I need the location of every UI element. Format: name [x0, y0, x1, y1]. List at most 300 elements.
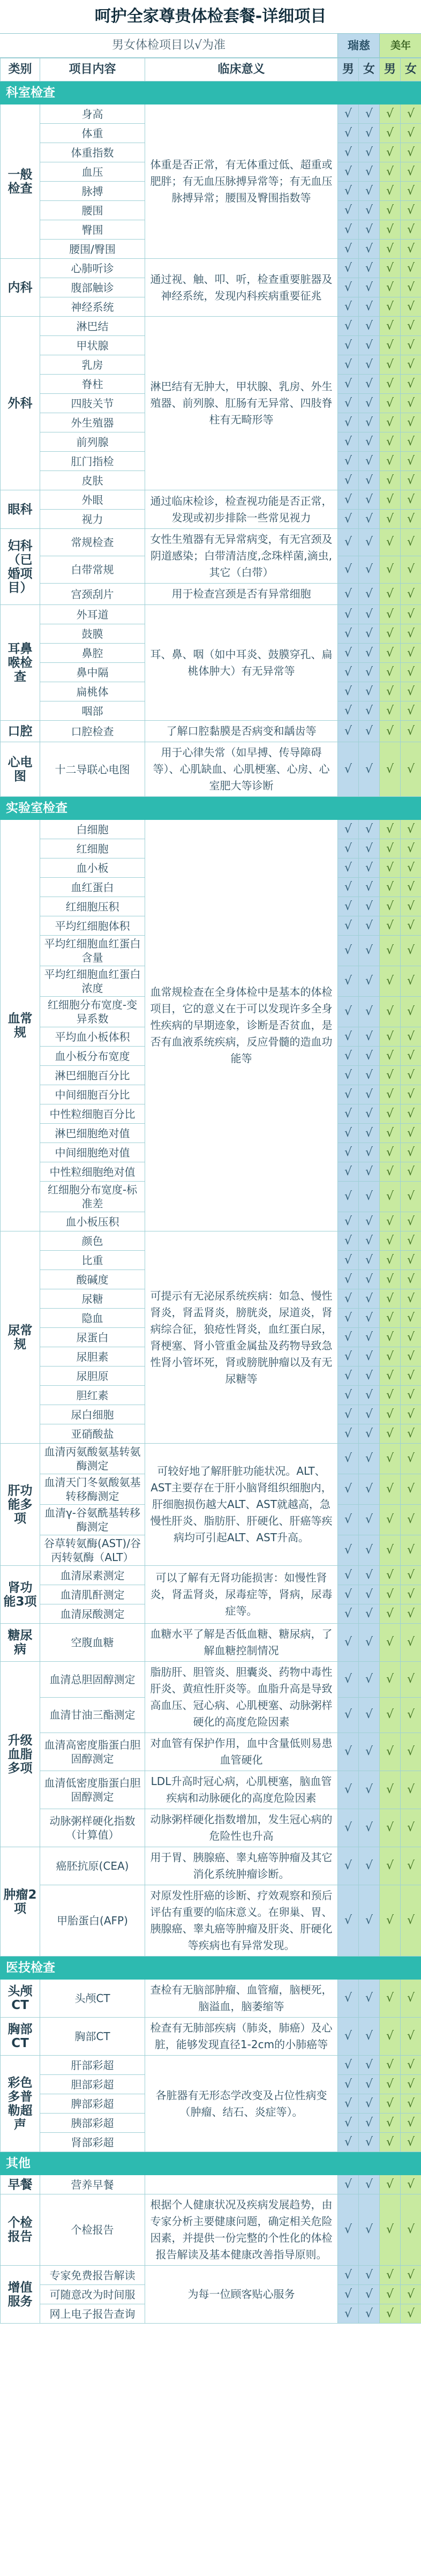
check-mark: √ [401, 1270, 421, 1289]
check-mark: √ [401, 2094, 421, 2114]
table-row [1, 1566, 421, 1585]
section-title: 实验室检查 [1, 797, 421, 820]
check-mark: √ [401, 1212, 421, 1231]
meaning-cell [145, 2175, 338, 2194]
header-category: 类别 [1, 58, 40, 81]
check-mark: √ [401, 259, 421, 278]
check-mark: √ [401, 605, 421, 624]
check-mark: √ [359, 297, 380, 317]
item-cell: 专家免费报告解读 [40, 2266, 145, 2285]
meaning-cell: 根据个人健康状况及疾病发展趋势，由专家分析主要健康问题，确定相关危险因素，并提供一份完整的个性化的体检报告解读及基本健康改善指导原则。 [145, 2194, 338, 2266]
check-mark: √ [359, 278, 380, 297]
item-cell: 乳房 [40, 355, 145, 375]
check-mark: √ [359, 624, 380, 644]
check-mark: √ [359, 1143, 380, 1162]
check-mark: √ [338, 820, 359, 839]
item-cell: 淋巴细胞绝对值 [40, 1124, 145, 1143]
check-mark: √ [338, 624, 359, 644]
item-cell: 可随意改为时间服 [40, 2285, 145, 2304]
check-mark: √ [380, 375, 401, 394]
check-mark: √ [338, 1143, 359, 1162]
check-mark: √ [338, 839, 359, 858]
check-mark: √ [338, 1162, 359, 1182]
check-mark: √ [380, 820, 401, 839]
section-row [1, 797, 421, 820]
meaning-cell: 了解口腔黏膜是否病变和龋齿等 [145, 721, 338, 742]
check-mark: √ [338, 1809, 359, 1847]
category-cell: 胸部CT [1, 2018, 40, 2056]
meaning-cell: LDL升高时冠心病，心肌梗塞，脑血管疾病和动脉硬化的高度危险因素 [145, 1771, 338, 1809]
item-cell: 红细胞分布宽度-标准差 [40, 1182, 145, 1212]
meaning-cell: 对血管有保护作用，血中含量低则易患血管硬化 [145, 1733, 338, 1771]
check-mark: √ [359, 916, 380, 936]
check-mark: √ [338, 1424, 359, 1444]
item-cell: 中间细胞绝对值 [40, 1143, 145, 1162]
check-mark: √ [401, 663, 421, 682]
check-mark: √ [380, 916, 401, 936]
item-cell: 血清甘油三酯测定 [40, 1697, 145, 1733]
item-cell: 血清天门冬氨酸氨基转移酶测定 [40, 1474, 145, 1505]
check-mark: √ [401, 624, 421, 644]
check-mark: √ [359, 1405, 380, 1424]
check-mark: √ [401, 1047, 421, 1066]
check-mark: √ [401, 104, 421, 124]
check-mark: √ [359, 1733, 380, 1771]
check-mark: √ [338, 2056, 359, 2075]
check-mark: √ [338, 2175, 359, 2194]
table-row [1, 742, 421, 797]
table-row [1, 1662, 421, 1698]
check-mark: √ [359, 897, 380, 916]
check-mark: √ [380, 143, 401, 162]
check-mark: √ [380, 336, 401, 355]
table-row [1, 1809, 421, 1847]
check-mark: √ [338, 1066, 359, 1085]
item-cell: 胆部彩超 [40, 2075, 145, 2094]
item-cell: 神经系统 [40, 297, 145, 317]
check-mark: √ [401, 1624, 421, 1662]
item-cell: 体重指数 [40, 143, 145, 162]
check-mark: √ [380, 663, 401, 682]
check-mark: √ [380, 721, 401, 742]
package-1-label: 瑞慈 [337, 34, 380, 57]
check-mark: √ [380, 2018, 401, 2056]
table-row [1, 820, 421, 839]
item-cell: 血清尿素测定 [40, 1566, 145, 1585]
header-male-1: 男 [338, 58, 359, 81]
check-mark: √ [338, 452, 359, 471]
check-mark: √ [380, 1624, 401, 1662]
meaning-cell: 检查有无肺部疾病（肺炎，肺癌）及心脏，能够发现直径1-2cm的小肺癌等 [145, 2018, 338, 2056]
check-mark: √ [401, 1771, 421, 1809]
item-cell: 血清高密度脂蛋白胆固醇测定 [40, 1733, 145, 1771]
check-mark: √ [401, 1104, 421, 1124]
category-cell: 糖尿病 [1, 1624, 40, 1662]
item-cell: 视力 [40, 510, 145, 529]
item-cell: 红细胞 [40, 839, 145, 858]
category-cell: 肝功能多项 [1, 1444, 40, 1566]
check-mark: √ [380, 1662, 401, 1698]
check-mark: √ [359, 2018, 380, 2056]
check-mark: √ [338, 858, 359, 878]
check-mark: √ [338, 701, 359, 721]
check-mark: √ [401, 201, 421, 220]
check-mark: √ [401, 1424, 421, 1444]
check-mark: √ [380, 1289, 401, 1309]
check-mark: √ [401, 682, 421, 701]
check-mark: √ [359, 452, 380, 471]
check-mark: √ [338, 1270, 359, 1289]
check-mark: √ [359, 644, 380, 663]
check-mark: √ [401, 432, 421, 452]
item-cell: 酸碱度 [40, 1270, 145, 1289]
item-cell: 中性粒细胞百分比 [40, 1104, 145, 1124]
check-mark: √ [338, 1697, 359, 1733]
check-mark: √ [338, 1847, 359, 1885]
table-row [1, 1231, 421, 1251]
check-mark: √ [359, 721, 380, 742]
check-mark: √ [380, 1885, 401, 1957]
item-cell: 血小板压积 [40, 1212, 145, 1231]
table-row [1, 584, 421, 605]
check-mark: √ [401, 1162, 421, 1182]
check-mark: √ [359, 663, 380, 682]
check-mark: √ [338, 721, 359, 742]
check-mark: √ [338, 997, 359, 1027]
check-mark: √ [359, 2285, 380, 2304]
check-mark: √ [401, 510, 421, 529]
check-mark: √ [401, 742, 421, 797]
check-mark: √ [401, 997, 421, 1027]
item-cell: 谷草转氨酶(AST)/谷丙转氨酶（ALT） [40, 1535, 145, 1566]
item-cell: 臀围 [40, 220, 145, 240]
check-mark: √ [401, 820, 421, 839]
check-mark: √ [359, 1347, 380, 1367]
check-mark: √ [401, 2018, 421, 2056]
item-cell: 脉搏 [40, 182, 145, 201]
check-mark: √ [359, 182, 380, 201]
check-mark: √ [401, 1604, 421, 1624]
check-mark: √ [359, 2304, 380, 2324]
check-mark: √ [338, 1309, 359, 1328]
check-mark: √ [380, 2075, 401, 2094]
table-row [1, 605, 421, 624]
check-mark: √ [359, 584, 380, 605]
check-mark: √ [401, 878, 421, 897]
section-row [1, 81, 421, 104]
check-mark: √ [338, 2133, 359, 2152]
check-mark: √ [380, 1980, 401, 2018]
check-mark: √ [359, 355, 380, 375]
item-cell: 动脉粥样硬化指数（计算值） [40, 1809, 145, 1847]
item-cell: 淋巴细胞百分比 [40, 1066, 145, 1085]
check-mark: √ [338, 162, 359, 182]
check-mark: √ [380, 1347, 401, 1367]
check-mark: √ [380, 1405, 401, 1424]
check-mark: √ [401, 966, 421, 997]
check-mark: √ [401, 584, 421, 605]
check-mark: √ [401, 1662, 421, 1698]
check-mark: √ [338, 413, 359, 432]
check-mark: √ [380, 1251, 401, 1270]
check-mark: √ [338, 916, 359, 936]
check-mark: √ [338, 1771, 359, 1809]
check-mark: √ [380, 966, 401, 997]
check-mark: √ [401, 490, 421, 510]
check-mark: √ [338, 644, 359, 663]
table-row [1, 1733, 421, 1771]
table-row [1, 2018, 421, 2056]
check-mark: √ [359, 162, 380, 182]
category-cell: 肾功能3项 [1, 1566, 40, 1624]
table-row [1, 721, 421, 742]
check-mark: √ [380, 1309, 401, 1328]
check-mark: √ [338, 182, 359, 201]
item-cell: 癌胚抗原(CEA) [40, 1847, 145, 1885]
meaning-cell: 淋巴结有无肿大，甲状腺、乳房、外生殖器、前列腺、肛肠有无异常、四肢脊柱有无畸形等 [145, 317, 338, 490]
check-mark: √ [401, 529, 421, 556]
item-cell: 胆红素 [40, 1386, 145, 1405]
check-mark: √ [338, 1624, 359, 1662]
check-mark: √ [359, 1885, 380, 1957]
check-mark: √ [359, 1231, 380, 1251]
check-mark: √ [338, 966, 359, 997]
check-mark: √ [338, 1386, 359, 1405]
item-cell: 血清γ-谷氨酰基转移酶测定 [40, 1505, 145, 1535]
check-mark: √ [380, 2114, 401, 2133]
check-mark: √ [338, 682, 359, 701]
check-mark: √ [380, 858, 401, 878]
check-mark: √ [359, 2194, 380, 2266]
check-mark: √ [401, 124, 421, 143]
check-mark: √ [401, 394, 421, 413]
section-title: 医技检查 [1, 1957, 421, 1980]
check-mark: √ [359, 1980, 380, 2018]
check-mark: √ [401, 1143, 421, 1162]
item-cell: 中性粒细胞绝对值 [40, 1162, 145, 1182]
check-mark: √ [359, 2266, 380, 2285]
meaning-cell: 脂肪肝、胆管炎、胆囊炎、药物中毒性肝炎、黄疸性肝炎等。血脂升高是导致高血压、冠心病、心肌梗塞、动脉粥样硬化的高度危险因素 [145, 1662, 338, 1733]
item-cell: 尿白细胞 [40, 1405, 145, 1424]
check-mark: √ [380, 839, 401, 858]
check-mark: √ [380, 2175, 401, 2194]
check-mark: √ [401, 1847, 421, 1885]
item-cell: 肝部彩超 [40, 2056, 145, 2075]
check-mark: √ [401, 1231, 421, 1251]
check-mark: √ [338, 336, 359, 355]
table-row [1, 1980, 421, 2018]
check-mark: √ [401, 2266, 421, 2285]
item-cell: 胰部彩超 [40, 2114, 145, 2133]
note-text: 男女体检项目以√为准 [111, 39, 226, 52]
check-mark: √ [359, 2133, 380, 2152]
check-mark: √ [338, 1027, 359, 1047]
check-mark: √ [401, 1309, 421, 1328]
check-mark: √ [359, 1066, 380, 1085]
check-mark: √ [380, 1771, 401, 1809]
item-cell: 口腔检查 [40, 721, 145, 742]
meaning-cell: 体重是否正常，有无体重过低、超重或肥胖；有无血压脉搏异常等；有无血压脉搏异常；腰围及臀围指数等 [145, 104, 338, 259]
check-mark: √ [338, 1047, 359, 1066]
check-mark: √ [401, 375, 421, 394]
check-mark: √ [380, 605, 401, 624]
check-mark: √ [401, 355, 421, 375]
item-cell: 皮肤 [40, 471, 145, 490]
check-mark: √ [380, 317, 401, 336]
check-mark: √ [359, 201, 380, 220]
check-mark: √ [401, 839, 421, 858]
check-mark: √ [338, 394, 359, 413]
item-cell: 平均红细胞血红蛋白浓度 [40, 966, 145, 997]
check-mark: √ [359, 605, 380, 624]
check-mark: √ [338, 355, 359, 375]
category-cell: 血常规 [1, 820, 40, 1231]
meaning-cell: 各脏器有无形态学改变及占位性病变（肿瘤、结石、炎症等）。 [145, 2056, 338, 2152]
check-mark: √ [359, 510, 380, 529]
check-mark: √ [401, 1289, 421, 1309]
check-mark: √ [338, 1566, 359, 1585]
check-mark: √ [401, 2285, 421, 2304]
check-mark: √ [359, 858, 380, 878]
check-mark: √ [380, 471, 401, 490]
check-mark: √ [338, 2075, 359, 2094]
check-mark: √ [401, 1980, 421, 2018]
check-mark: √ [338, 936, 359, 966]
table-row [1, 1444, 421, 1474]
check-mark: √ [380, 1027, 401, 1047]
check-mark: √ [338, 1104, 359, 1124]
check-mark: √ [401, 317, 421, 336]
check-mark: √ [401, 1535, 421, 1566]
table-row [1, 1624, 421, 1662]
check-mark: √ [380, 104, 401, 124]
check-mark: √ [401, 1251, 421, 1270]
item-cell: 血小板 [40, 858, 145, 878]
check-mark: √ [359, 375, 380, 394]
check-mark: √ [401, 413, 421, 432]
category-cell: 升级血脂多项 [1, 1662, 40, 1847]
check-mark: √ [359, 701, 380, 721]
check-mark: √ [401, 2075, 421, 2094]
check-mark: √ [401, 2056, 421, 2075]
item-cell: 甲胎蛋白(AFP) [40, 1885, 145, 1957]
check-mark: √ [380, 1328, 401, 1347]
check-mark: √ [401, 1066, 421, 1085]
check-mark: √ [401, 2194, 421, 2266]
check-mark: √ [380, 644, 401, 663]
item-cell: 鼻中隔 [40, 663, 145, 682]
check-mark: √ [359, 1124, 380, 1143]
check-mark: √ [338, 1535, 359, 1566]
check-mark: √ [380, 278, 401, 297]
check-mark: √ [380, 124, 401, 143]
category-cell: 头颅CT [1, 1980, 40, 2018]
check-mark: √ [359, 1585, 380, 1604]
check-mark: √ [359, 1289, 380, 1309]
meaning-cell: 女性生殖器有无异常病变，有无宫颈及阴道感染；白带清洁度,念珠样菌,滴虫,其它（白带） [145, 529, 338, 584]
package-2-label: 美年 [379, 34, 421, 57]
check-mark: √ [338, 1251, 359, 1270]
check-mark: √ [338, 1662, 359, 1698]
item-cell: 血红蛋白 [40, 878, 145, 897]
check-mark: √ [359, 2175, 380, 2194]
table-row [1, 1771, 421, 1809]
check-mark: √ [359, 997, 380, 1027]
check-mark: √ [401, 2175, 421, 2194]
category-cell: 个检报告 [1, 2194, 40, 2266]
check-mark: √ [401, 1566, 421, 1585]
meaning-cell: 为每一位顾客贴心服务 [145, 2266, 338, 2324]
check-mark: √ [380, 355, 401, 375]
check-mark: √ [359, 143, 380, 162]
check-mark: √ [359, 1386, 380, 1405]
check-mark: √ [338, 1328, 359, 1347]
item-cell: 亚硝酸盐 [40, 1424, 145, 1444]
meaning-cell: 可以了解有无肾功能损害：如慢性肾炎，肾盂肾炎，尿毒症等，肾病，尿毒症等。 [145, 1566, 338, 1624]
check-mark: √ [338, 240, 359, 259]
check-mark: √ [338, 1585, 359, 1604]
check-mark: √ [380, 1270, 401, 1289]
check-mark: √ [401, 240, 421, 259]
check-mark: √ [359, 471, 380, 490]
header-item: 项目内容 [40, 58, 145, 81]
check-mark: √ [401, 1585, 421, 1604]
check-mark: √ [401, 2304, 421, 2324]
check-mark: √ [380, 1424, 401, 1444]
check-mark: √ [359, 556, 380, 584]
check-mark: √ [380, 2194, 401, 2266]
check-mark: √ [359, 1474, 380, 1505]
item-cell: 常规检查 [40, 529, 145, 556]
check-mark: √ [338, 471, 359, 490]
check-mark: √ [338, 2304, 359, 2324]
check-mark: √ [338, 2194, 359, 2266]
check-mark: √ [338, 742, 359, 797]
check-mark: √ [401, 1085, 421, 1104]
item-cell: 颜色 [40, 1231, 145, 1251]
item-cell: 尿胆素 [40, 1347, 145, 1367]
item-cell: 个检报告 [40, 2194, 145, 2266]
check-mark: √ [338, 124, 359, 143]
check-mark: √ [338, 584, 359, 605]
check-mark: √ [359, 820, 380, 839]
item-cell: 白细胞 [40, 820, 145, 839]
check-mark: √ [401, 162, 421, 182]
check-mark: √ [359, 1505, 380, 1535]
check-mark: √ [338, 1212, 359, 1231]
item-cell: 营养早餐 [40, 2175, 145, 2194]
meaning-cell: 用于胃、胰腺癌、睾丸癌等肿瘤及其它消化系统肿瘤诊断。 [145, 1847, 338, 1885]
check-mark: √ [401, 1405, 421, 1424]
check-mark: √ [338, 663, 359, 682]
table-row [1, 1847, 421, 1885]
check-mark: √ [338, 259, 359, 278]
check-mark: √ [380, 1809, 401, 1847]
category-cell: 妇科（已婚项目） [1, 529, 40, 605]
check-mark: √ [359, 1251, 380, 1270]
table-row [1, 1885, 421, 1957]
check-mark: √ [359, 317, 380, 336]
check-mark: √ [401, 1809, 421, 1847]
meaning-cell: 可较好地了解肝脏功能状况。ALT、AST主要存在于肝小脑肾组织细胞内，肝细胞损伤越大ALT、AST就越高，急慢性肝炎、脂肪肝、肝硬化、肝癌等疾病均可引起ALT、AST升高。 [145, 1444, 338, 1566]
check-mark: √ [338, 1733, 359, 1771]
check-mark: √ [359, 1270, 380, 1289]
check-mark: √ [338, 1289, 359, 1309]
check-mark: √ [359, 1367, 380, 1386]
check-mark: √ [338, 1367, 359, 1386]
category-cell: 外科 [1, 317, 40, 490]
check-mark: √ [359, 1697, 380, 1733]
